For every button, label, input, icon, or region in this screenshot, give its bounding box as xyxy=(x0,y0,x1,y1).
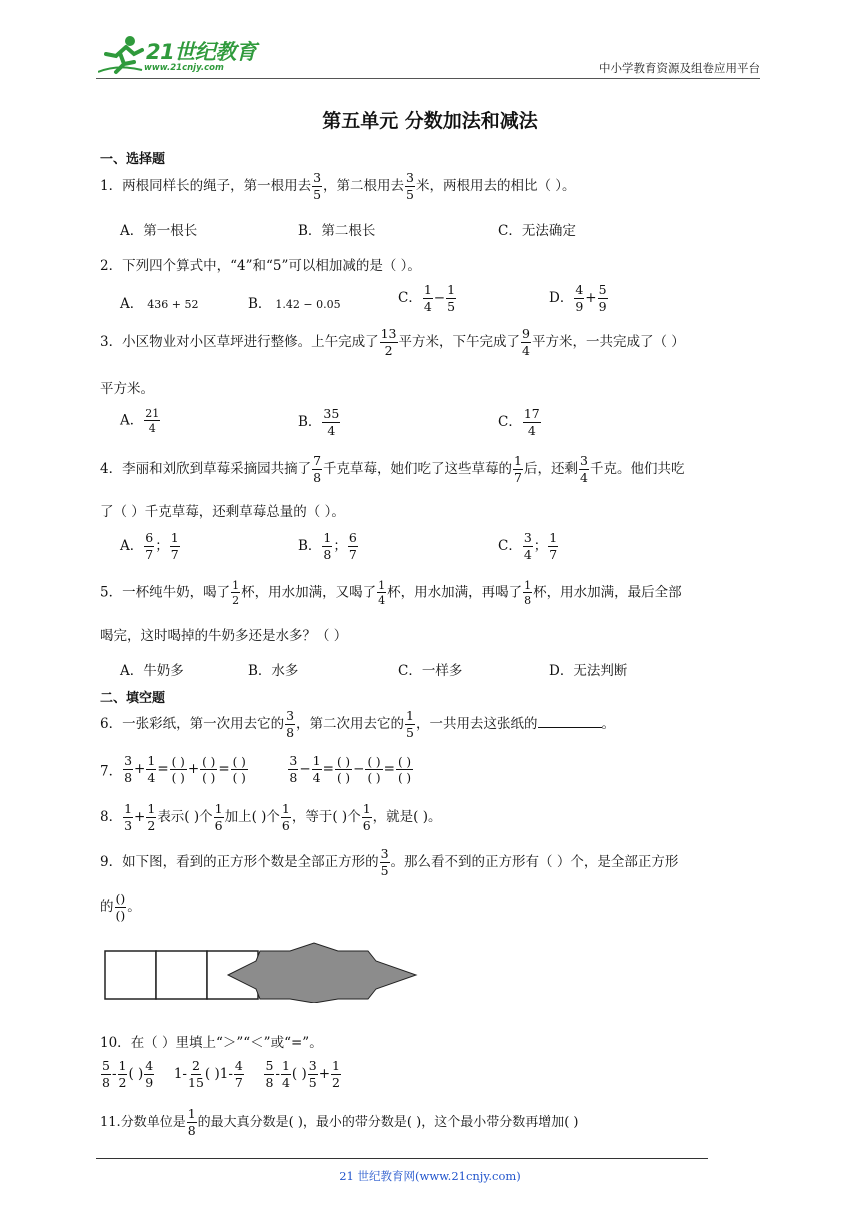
question-3-cont: 平方米。 xyxy=(100,381,154,397)
visible-square xyxy=(156,951,207,999)
q3-option-a: A． $\frac{21}{4}$ xyxy=(120,407,160,435)
q4-option-c: C． $\frac{3}{4}$ ； $\frac{1}{7}$ xyxy=(498,530,558,562)
question-4-cont: 了（ ）千克草莓，还剩草莓总量的（ ）。 xyxy=(100,504,345,520)
question-9-cont: 的 $\frac{()}{()}$ 。 xyxy=(100,891,141,923)
q4-option-a: A． $\frac{6}{7}$ ； $\frac{1}{7}$ xyxy=(120,530,179,562)
q5-option-c: C．一样多 xyxy=(398,663,463,679)
site-name: 中小学教育资源及组卷应用平台 xyxy=(599,61,760,75)
q10-comparisons: $\frac{5}{8}$ - $\frac{1}{2}$ ( ) $\frac{4}{9}$ 1- $\frac{2}{15}$ ( )1- $\frac{4}{7}$ $\frac{5}{8}$ - $\frac{1}{4}$ ( ) $\frac{3}{5}$ + $\frac{1}{2}$ xyxy=(102,1058,340,1090)
section-heading-fill: 二、填空题 xyxy=(100,691,166,706)
site-logo xyxy=(96,32,266,78)
footer-text[interactable]: 21 世纪教育网(www.21cnjy.com) xyxy=(339,1169,521,1183)
question-2: 2．下列四个算式中，“4”和“5”可以相加减的是（ ）。 xyxy=(100,258,421,274)
q1-option-c: C．无法确定 xyxy=(498,223,576,239)
q4-option-b: B． $\frac{1}{8}$ ； $\frac{6}{7}$ xyxy=(298,530,357,562)
page-title: 第五单元 分数加法和减法 xyxy=(322,110,538,132)
answer-blank[interactable] xyxy=(538,715,602,728)
footer-divider xyxy=(96,1158,708,1159)
q5-option-b: B．水多 xyxy=(248,663,299,679)
logo-url: www.21cnjy.com xyxy=(144,63,224,73)
fraction: $\frac{3}{5}$ xyxy=(406,170,414,202)
question-3: 3．小区物业对小区草坪进行整修。上午完成了 $\frac{13}{2}$ 平方米，下午完成了 $\frac{9}{4}$ 平方米，一共完成了（ ） xyxy=(100,326,685,358)
runner-icon xyxy=(98,34,144,76)
q5-option-d: D．无法判断 xyxy=(549,663,628,679)
q1-option-b: B．第二根长 xyxy=(298,223,376,239)
header-divider xyxy=(96,78,760,79)
q2-option-c: C． $\frac{1}{4}$ − $\frac{1}{5}$ xyxy=(398,282,456,314)
q5-option-a: A．牛奶多 xyxy=(120,663,184,679)
question-6: 6．一张彩纸，第一次用去它的 $\frac{3}{8}$ ，第二次用去它的 $\frac{1}{5}$ ，一共用去这张纸的 。 xyxy=(100,708,615,740)
question-5-cont: 喝完，这时喝掉的牛奶多还是水多？（ ） xyxy=(100,628,348,644)
question-8: 8． $\frac{1}{3}$ + $\frac{1}{2}$ 表示( )个 $\frac{1}{6}$ 加上( )个 $\frac{1}{6}$ ，等于( )个 $\frac{1}{6}$ ，就是( )。 xyxy=(100,801,442,833)
section-heading-choice: 一、选择题 xyxy=(100,152,166,167)
compare-blank[interactable]: ( ) xyxy=(291,1066,307,1082)
question-9: 9．如下图，看到的正方形个数是全部正方形的 $\frac{3}{5}$ 。那么看不到的正方形有（ ）个，是全部正方形 xyxy=(100,846,679,878)
question-11: 11.分数单位是 $\frac{1}{8}$ 的最大真分数是( )，最小的带分数是( )，这个最小带分数再增加( ) xyxy=(100,1106,579,1138)
q2-option-b: B． 1.42 − 0.05 xyxy=(248,296,341,312)
squares-figure xyxy=(104,941,420,1003)
question-10: 10．在（ ）里填上“＞”“＜”或“=”。 xyxy=(100,1035,323,1051)
question-4: 4．李丽和刘欣到草莓采摘园共摘了 $\frac{7}{8}$ 千克草莓，她们吃了这些草莓的 $\frac{1}{7}$ 后，还剩 $\frac{3}{4}$ 千克。他们共吃 xyxy=(100,453,685,485)
logo-text: 21世纪教育 xyxy=(146,40,257,64)
q1-option-a: A．第一根长 xyxy=(120,223,198,239)
fraction: $\frac{3}{5}$ xyxy=(313,170,322,202)
q3-option-c: C． $\frac{17}{4}$ xyxy=(498,406,540,438)
q3-option-b: B． $\frac{35}{4}$ xyxy=(298,406,340,438)
question-7: 7． $\frac{3}{8}$ + $\frac{1}{4}$ = ( ) ( ) + ( ) ( ) = ( ) ( ) $\frac{3}{8}$ − $\frac{1}{4}$ = ( ) ( ) − ( ) ( ) = ( ) ( ) xyxy=(100,753,412,785)
compare-blank[interactable]: ( ) xyxy=(204,1066,220,1082)
q2-option-d: D． $\frac{4}{9}$ + $\frac{5}{9}$ xyxy=(549,282,607,314)
question-1: 1．两根同样长的绳子，第一根用去 $\frac{3}{5}$ ，第二根用去 $\frac{3}{5}$ 米，两根用去的相比（ ）。 xyxy=(100,170,576,202)
compare-blank[interactable]: ( ) xyxy=(128,1066,144,1082)
visible-square xyxy=(105,951,156,999)
q2-option-a: A． 436 + 52 xyxy=(120,296,199,312)
question-5: 5．一杯纯牛奶，喝了 $\frac{1}{2}$ 杯，用水加满，又喝了 $\frac{1}{4}$ 杯，用水加满，再喝了 $\frac{1}{8}$ 杯，用水加满，最后全部 xyxy=(100,579,682,607)
